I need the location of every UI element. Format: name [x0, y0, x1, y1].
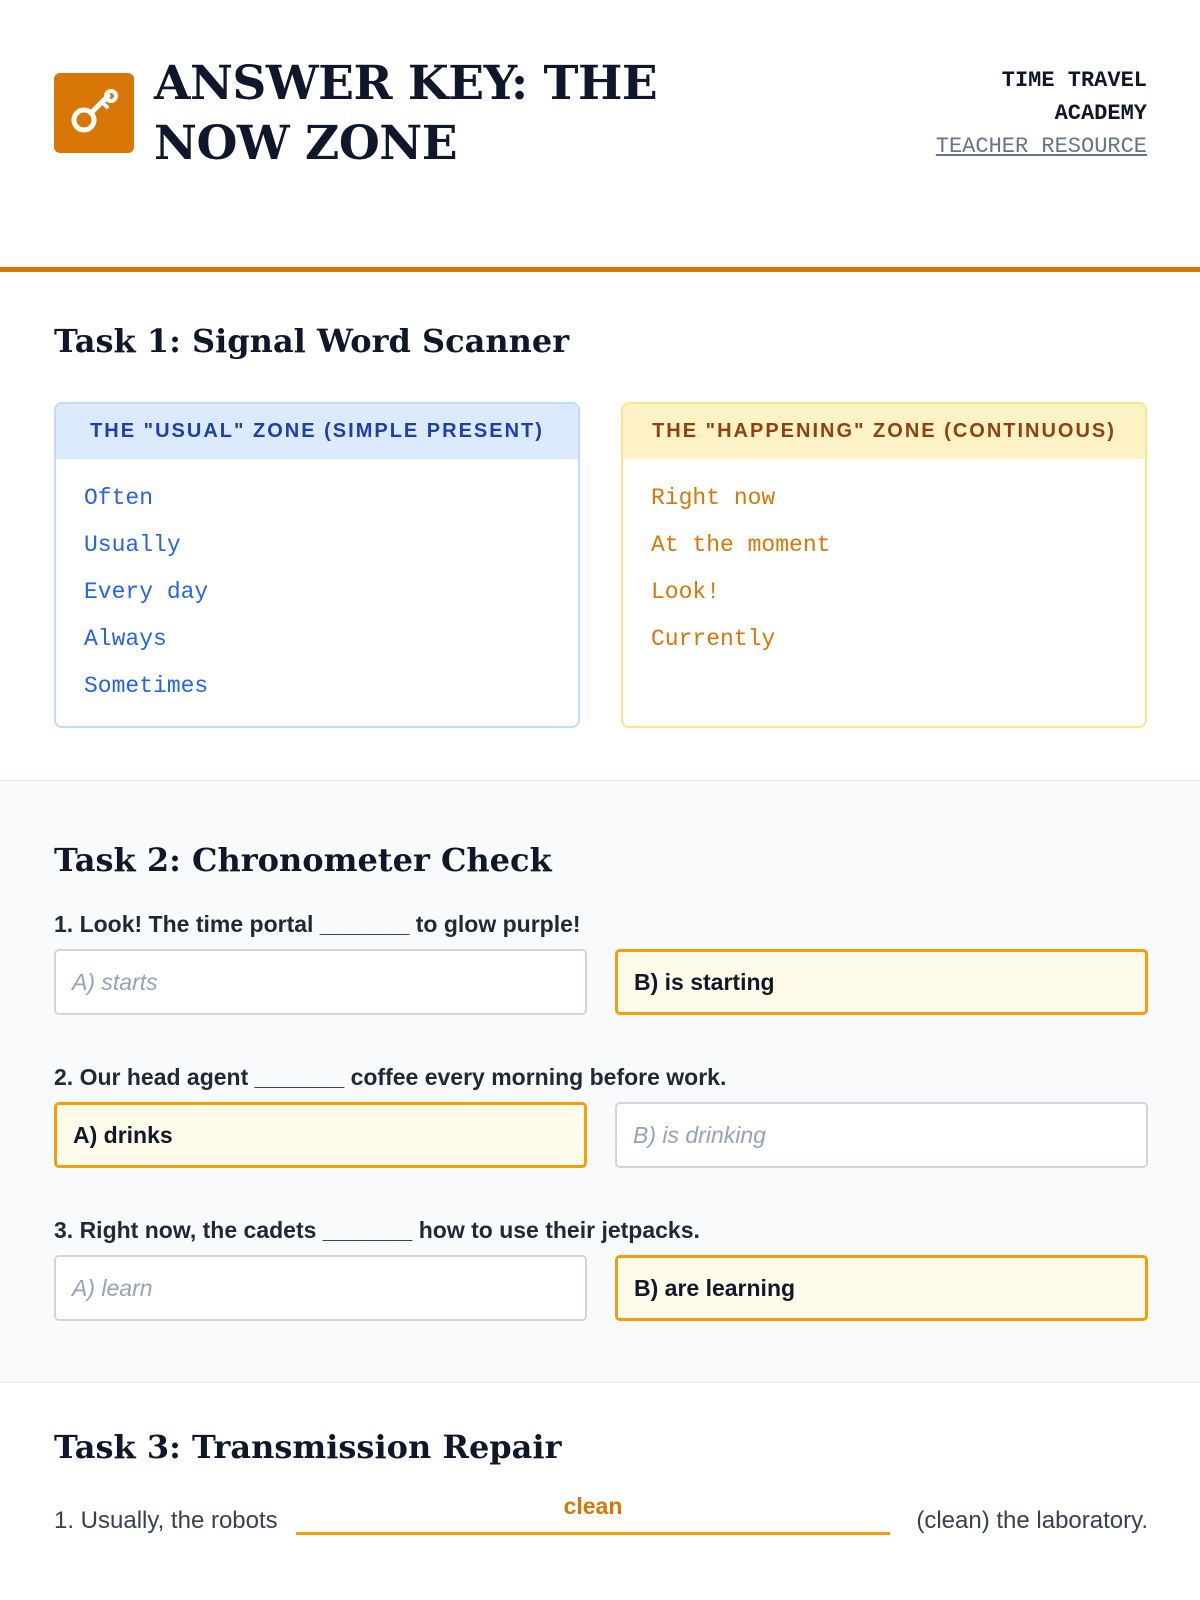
sentence-prefix: 1. Usually, the robots [54, 1507, 278, 1534]
question-3 [54, 1215, 1148, 1345]
happening-zone-word-list [623, 459, 1145, 673]
task-2-title: Task 2: Chronometer Check [54, 841, 552, 879]
question-2 [54, 1062, 1148, 1192]
signal-word: Often [84, 485, 154, 511]
fill-in-item-1 [54, 1493, 1148, 1543]
signal-word: Look! [651, 579, 721, 605]
option-b[interactable]: B) is drinking [615, 1102, 1148, 1168]
option-b-correct[interactable]: B) are learning [615, 1255, 1148, 1321]
option-b-correct[interactable]: B) is starting [615, 949, 1148, 1015]
signal-word: Every day [84, 579, 209, 605]
answer-blank[interactable]: clean [296, 1493, 890, 1535]
happening-zone-card [621, 402, 1147, 728]
answer-options [54, 949, 1148, 1015]
task-3-section [0, 1383, 1200, 1600]
option-a[interactable]: A) starts [54, 949, 587, 1015]
usual-zone-word-list [56, 459, 578, 720]
question-1 [54, 909, 1148, 1039]
page-header [0, 0, 1200, 272]
question-text: 2. Our head agent _______ coffee every morning before work. [54, 1064, 727, 1090]
answer-options [54, 1102, 1148, 1168]
key-icon [54, 73, 134, 153]
teacher-resource-link[interactable]: TEACHER RESOURCE [935, 134, 1147, 159]
question-text: 1. Look! The time portal _______ to glow purple! [54, 911, 581, 937]
signal-word: Currently [651, 626, 776, 652]
brand-name-line-1: TIME TRAVEL [1001, 68, 1147, 93]
brand-name-line-2: ACADEMY [1054, 101, 1147, 126]
usual-zone-card [54, 402, 580, 728]
signal-word: Sometimes [84, 673, 209, 699]
signal-word: At the moment [651, 532, 831, 558]
task-2-section [0, 781, 1200, 1383]
usual-zone-heading: THE "USUAL" ZONE (SIMPLE PRESENT) [56, 404, 578, 459]
page-title: ANSWER KEY: THE NOW ZONE [154, 56, 658, 171]
sentence-suffix: (clean) the laboratory. [916, 1507, 1148, 1534]
task-1-title: Task 1: Signal Word Scanner [54, 322, 570, 360]
option-a[interactable]: A) learn [54, 1255, 587, 1321]
task-3-title: Task 3: Transmission Repair [54, 1428, 562, 1466]
happening-zone-heading: THE "HAPPENING" ZONE (CONTINUOUS) [623, 404, 1145, 459]
signal-word: Usually [84, 532, 181, 558]
task-1-section [0, 272, 1200, 781]
signal-word: Always [84, 626, 167, 652]
question-text: 3. Right now, the cadets _______ how to use their jetpacks. [54, 1217, 700, 1243]
signal-word: Right now [651, 485, 776, 511]
answer-options [54, 1255, 1148, 1321]
brand-block [867, 64, 1147, 163]
option-a-correct[interactable]: A) drinks [54, 1102, 587, 1168]
